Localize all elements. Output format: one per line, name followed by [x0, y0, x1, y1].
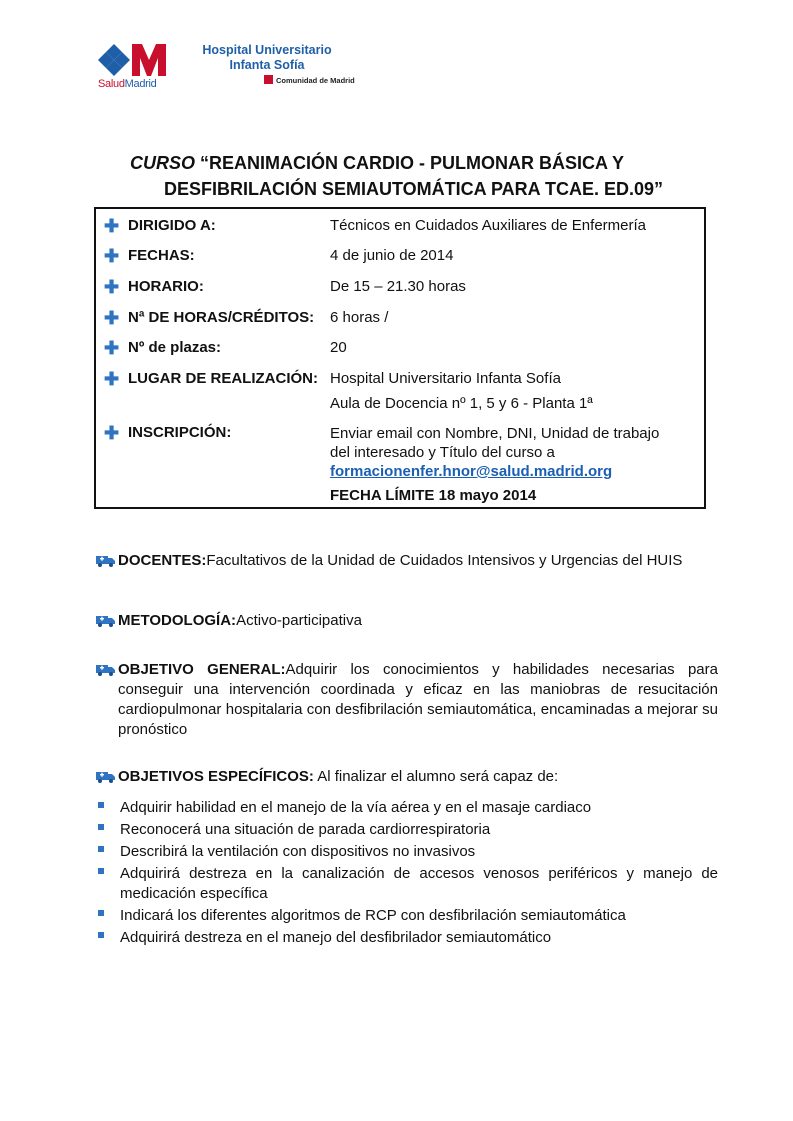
bullet-square-icon	[98, 910, 104, 916]
plus-icon: ✚	[104, 423, 120, 443]
section-objetivo-general	[96, 660, 718, 740]
section-text: Activo-participativa	[236, 612, 362, 629]
list-item: Describirá la ventilación con dispositivos no invasivos	[96, 842, 718, 862]
header	[96, 40, 376, 92]
objectives-list	[96, 798, 718, 950]
comunidad-flag-icon	[264, 75, 273, 84]
info-value: Enviar email con Nombre, DNI, Unidad de trabajo del interesado y Título del curso a formacionenfer.hnor@salud.madrid.org	[330, 425, 660, 480]
section-text: Al finalizar el alumno será capaz de:	[313, 768, 559, 785]
title-line2: DESFIBRILACIÓN SEMIAUTOMÁTICA PARA TCAE. ED.09”	[164, 179, 664, 199]
title-prefix: CURSO	[130, 153, 196, 173]
info-value: 6 horas /	[330, 309, 389, 326]
info-value: 4 de junio de 2014	[330, 247, 454, 264]
info-value: Técnicos en Cuidados Auxiliares de Enfermería	[330, 217, 646, 234]
list-item: Adquirirá destreza en el manejo del desfibrilador semiautomático	[96, 928, 718, 948]
section-label: METODOLOGÍA:	[118, 612, 237, 629]
plus-icon: ✚	[104, 308, 120, 328]
deadline: FECHA LÍMITE 18 mayo 2014	[330, 487, 537, 504]
section-metodologia	[96, 611, 718, 631]
section-text: Facultativos de la Unidad de Cuidados Intensivos y Urgencias del HUIS	[206, 552, 683, 569]
comunidad-madrid: Comunidad de Madrid	[264, 75, 355, 85]
info-label: FECHAS:	[128, 247, 195, 264]
ambulance-icon	[96, 662, 116, 676]
hospital-name-line2: Infanta Sofía	[229, 58, 305, 72]
plus-icon: ✚	[104, 216, 120, 236]
section-label: DOCENTES:	[118, 552, 207, 569]
list-item: Adquirir habilidad en el manejo de la vía aérea y en el masaje cardiaco	[96, 798, 718, 818]
info-label: Nª DE HORAS/CRÉDITOS:	[128, 309, 315, 326]
info-value: Hospital Universitario Infanta Sofía	[330, 370, 561, 387]
bullet-square-icon	[98, 846, 104, 852]
info-value: 20	[330, 339, 347, 356]
info-value: De 15 – 21.30 horas	[330, 278, 466, 295]
info-label: HORARIO:	[128, 278, 204, 295]
ambulance-icon	[96, 613, 116, 627]
info-value-2: Aula de Docencia nº 1, 5 y 6 - Planta 1ª	[330, 395, 593, 412]
bullet-square-icon	[98, 802, 104, 808]
plus-icon: ✚	[104, 338, 120, 358]
salud-madrid-logo	[96, 42, 168, 78]
plus-icon: ✚	[104, 246, 120, 266]
salud-madrid-wordmark: SaludMadrid	[98, 78, 157, 90]
info-label: DIRIGIDO A:	[128, 217, 216, 234]
bullet-square-icon	[98, 868, 104, 874]
section-objetivos-especificos	[96, 767, 718, 787]
list-item: Reconocerá una situación de parada cardiorrespiratoria	[96, 820, 718, 840]
info-label: LUGAR DE REALIZACIÓN:	[128, 370, 318, 387]
course-title	[90, 150, 750, 202]
list-item: Indicará los diferentes algoritmos de RCP con desfibrilación semiautomática	[96, 906, 718, 926]
course-info-box	[94, 207, 706, 509]
section-label: OBJETIVOS ESPECÍFICOS:	[118, 768, 314, 785]
section-text: Adquirir los conocimientos y habilidades necesarias para conseguir una intervención coordinada y eficaz en las maniobras de resucitación cardiopulmonar hospitalaria con desfibrilación semiautomática, encaminadas a mejorar su pronóstico	[118, 661, 718, 738]
info-label: Nº de plazas:	[128, 339, 222, 356]
info-label: INSCRIPCIÓN:	[128, 424, 232, 441]
title-line1: “REANIMACIÓN CARDIO - PULMONAR BÁSICA Y	[195, 153, 625, 173]
bullet-square-icon	[98, 824, 104, 830]
section-docentes	[96, 551, 718, 571]
bullet-square-icon	[98, 932, 104, 938]
plus-icon: ✚	[104, 369, 120, 389]
email-link[interactable]: formacionenfer.hnor@salud.madrid.org	[330, 463, 613, 480]
list-item: Adquirirá destreza en la canalización de accesos venosos periféricos y manejo de medicación específica	[96, 864, 718, 904]
ambulance-icon	[96, 553, 116, 567]
section-label: OBJETIVO GENERAL:	[118, 661, 286, 678]
hospital-name	[192, 43, 342, 73]
ambulance-icon	[96, 769, 116, 783]
hospital-name-line1: Hospital Universitario	[202, 43, 332, 57]
plus-icon: ✚	[104, 277, 120, 297]
